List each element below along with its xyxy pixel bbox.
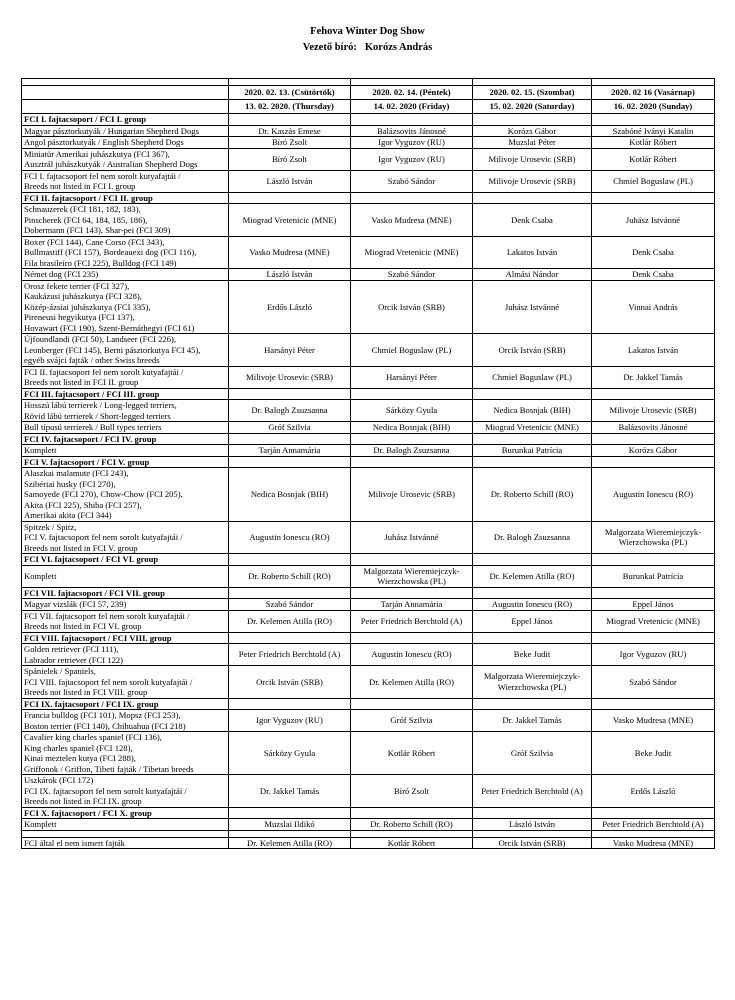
date-en-2: 15. 02. 2020 (Saturday) xyxy=(473,100,592,114)
breed-cell xyxy=(22,170,229,192)
breed-row xyxy=(22,819,715,831)
judge-cell-day-3: Burunkai Patrícia xyxy=(473,445,592,457)
judge-cell-day-4: Balázsovits Jánosné xyxy=(592,422,715,434)
judge-cell-day-2: Kotlár Róbert xyxy=(351,732,473,775)
judge-cell-day-3: Malgorzata Wieremiejczyk-Wierzchowska (PL) xyxy=(473,666,592,699)
judge-cell-day-4: Korózs Gábor xyxy=(592,445,715,457)
breed-row xyxy=(22,204,715,237)
judge-cell-day-1: Peter Friedrich Berchtold (A) xyxy=(229,644,351,666)
breed-cell xyxy=(22,280,229,334)
judge-cell-day-2: Miograd Vretenicic (MNE) xyxy=(351,236,473,269)
judge-cell-day-2: Chmiel Boguslaw (PL) xyxy=(351,334,473,367)
breed-row xyxy=(22,400,715,422)
breed-cell xyxy=(22,125,229,137)
group-title: FCI V. fajtacsoport / FCI V. group xyxy=(22,456,229,468)
judge-cell-day-3: Korózs Gábor xyxy=(473,125,592,137)
date-hu-2: 2020. 02. 15. (Szombat) xyxy=(473,86,592,100)
group-title: FCI VIII. fajtacsoport / FCI VIII. group xyxy=(22,632,229,644)
breed-name-line: Hovawart (FCI 190), Szent-Bernáthegyi (FCI 61) xyxy=(24,322,195,333)
judge-cell-day-1: Gróf Szilvia xyxy=(229,422,351,434)
judge-cell-day-3: Denk Csaba xyxy=(473,204,592,237)
judge-cell-day-3: Beke Judit xyxy=(473,644,592,666)
judge-cell-day-4: Juhász Istvánné xyxy=(592,204,715,237)
group-empty-cell xyxy=(592,456,715,468)
judge-cell-day-2: Szabó Sándor xyxy=(351,269,473,281)
breed-name-line: Bull típusú terrierek / Bull types terriers xyxy=(24,422,162,432)
group-empty-cell xyxy=(351,388,473,400)
breed-row xyxy=(22,644,715,666)
judge-cell-day-4: Eppel János xyxy=(592,599,715,611)
schedule-body xyxy=(22,79,715,849)
breed-cell xyxy=(22,610,229,632)
judge-cell-day-1: Nedica Bosnjak (BIH) xyxy=(229,468,351,522)
judge-cell-day-1: Tarján Annamária xyxy=(229,445,351,457)
group-empty-cell xyxy=(592,587,715,599)
judge-cell-day-2: Tarján Annamária xyxy=(351,599,473,611)
date-hu-1: 2020. 02. 14. (Péntek) xyxy=(351,86,473,100)
breed-cell xyxy=(22,644,229,666)
group-empty-cell xyxy=(351,554,473,566)
judge-cell-day-4: Szabó Sándor xyxy=(592,666,715,699)
header-empty-cell xyxy=(22,100,229,114)
judge-cell-day-1: Vasko Mudresa (MNE) xyxy=(229,236,351,269)
group-empty-cell xyxy=(351,587,473,599)
breed-name-line: Francia bulldog (FCI 101), Mopsz (FCI 253), xyxy=(24,710,181,720)
judge-cell-day-3: László István xyxy=(473,819,592,831)
breed-name-line: Spánielek / Spaniels, xyxy=(24,666,96,676)
group-header-row xyxy=(22,388,715,400)
group-empty-cell xyxy=(229,114,351,126)
breed-name-line: Fila brasileiro (FCI 225), Bulldog (FCI 149) xyxy=(24,257,177,268)
group-empty-cell xyxy=(592,554,715,566)
breed-name-line: FCI V. fajtacsoport fel nem sorolt kutyafajtái / xyxy=(24,532,183,542)
judge-cell-day-2: Kotlár Róbert xyxy=(351,837,473,849)
breed-name-line: Bullmastiff (FCI 157), Bordeauexi dog (FCI 116), xyxy=(24,247,197,257)
breed-name-line: Alaszkai malamute (FCI 243), xyxy=(24,468,129,478)
judge-cell-day-4: Vinnai András xyxy=(592,280,715,334)
date-en-3: 16. 02. 2020 (Sunday) xyxy=(592,100,715,114)
group-header-row xyxy=(22,807,715,819)
judge-cell-day-3: Orcik István (SRB) xyxy=(473,837,592,849)
judge-cell-day-4: Denk Csaba xyxy=(592,236,715,269)
date-en-0: 13. 02. 2020. (Thursday) xyxy=(229,100,351,114)
group-empty-cell xyxy=(592,114,715,126)
judge-cell-day-3: Gróf Szilvia xyxy=(473,732,592,775)
breed-name-line: Leonberger (FCI 145), Berni pásztorkutya FCI 45), xyxy=(24,344,201,355)
breed-row xyxy=(22,269,715,281)
breed-row xyxy=(22,334,715,367)
breed-name-line: Hosszú lábú terrierek / Long-legged terriers, xyxy=(24,400,177,410)
breed-name-line: Spitzek / Spitz, xyxy=(24,521,77,532)
breed-name-line: Samoyede (FCI 270), Chow-Chow (FCI 205), xyxy=(24,489,183,499)
judge-cell-day-1: Dr. Jakkel Tamás xyxy=(229,775,351,808)
judge-cell-day-4: Vasko Mudresa (MNE) xyxy=(592,710,715,732)
judge-cell-day-2: Harsányi Péter xyxy=(351,366,473,388)
breed-name-line: Schnauzerek (FCI 181, 182, 183), xyxy=(24,204,141,214)
judge-cell-day-1: László István xyxy=(229,170,351,192)
breed-name-line: Magyar vizslák (FCI 57, 239) xyxy=(24,599,127,609)
breed-name-line: Kinai meztelen kutya (FCI 288), xyxy=(24,753,136,763)
breed-name-line: FCI VIII. fajtacsoport fel nem sorolt kutyafajtái / xyxy=(24,676,193,687)
breed-name-line: FCI által el nem ismert fajták xyxy=(24,837,125,848)
group-empty-cell xyxy=(592,698,715,710)
breed-cell xyxy=(22,445,229,457)
breed-cell xyxy=(22,137,229,149)
judge-cell-day-1: Bíró Zsolt xyxy=(229,148,351,170)
breed-cell xyxy=(22,599,229,611)
judge-cell-day-3: Chmiel Boguslaw (PL) xyxy=(473,366,592,388)
judge-cell-day-3: Milivoje Urosevic (SRB) xyxy=(473,148,592,170)
breed-row xyxy=(22,521,715,554)
breed-cell xyxy=(22,236,229,269)
judge-cell-day-1: Miograd Vretenicic (MNE) xyxy=(229,204,351,237)
group-empty-cell xyxy=(229,456,351,468)
judge-cell-day-1: Szabó Sándor xyxy=(229,599,351,611)
judge-cell-day-3: Nedica Bosnjak (BIH) xyxy=(473,400,592,422)
judge-cell-day-1: Dr. Kelemen Atilla (RO) xyxy=(229,610,351,632)
judge-cell-day-4: Chmiel Boguslaw (PL) xyxy=(592,170,715,192)
judge-cell-day-2: Sárközy Gyula xyxy=(351,400,473,422)
breed-cell xyxy=(22,269,229,281)
breed-cell xyxy=(22,422,229,434)
spacer-row xyxy=(22,830,715,837)
breed-row xyxy=(22,366,715,388)
judge-cell-day-2: Dr. Roberto Schill (RO) xyxy=(351,819,473,831)
group-empty-cell xyxy=(473,587,592,599)
breed-cell xyxy=(22,400,229,422)
group-header-row xyxy=(22,456,715,468)
breed-name-line: Uszkárok (FCI 172) xyxy=(24,775,94,785)
group-empty-cell xyxy=(473,388,592,400)
judge-cell-day-4: Beke Judit xyxy=(592,732,715,775)
breed-name-line: Közép-ázsiai juhászkutya (FCI 335), xyxy=(24,301,151,312)
judge-cell-day-2: Bíró Zsolt xyxy=(351,775,473,808)
judge-cell-day-3: Dr. Balogh Zsuzsanna xyxy=(473,521,592,554)
breed-cell xyxy=(22,666,229,699)
breed-name-line: Breeds not listed in FCI II. group xyxy=(24,377,139,387)
group-empty-cell xyxy=(229,698,351,710)
judge-cell-day-3: Dr. Roberto Schill (RO) xyxy=(473,468,592,522)
group-empty-cell xyxy=(229,807,351,819)
judge-cell-day-1: Dr. Balogh Zsuzsanna xyxy=(229,400,351,422)
judge-cell-day-4: Vasko Mudresa (MNE) xyxy=(592,837,715,849)
judge-cell-day-2: Szabó Sándor xyxy=(351,170,473,192)
breed-row xyxy=(22,445,715,457)
judge-cell-day-2: Milivoje Urosevic (SRB) xyxy=(351,468,473,522)
breed-name-line: Komplett xyxy=(24,570,57,581)
judge-cell-day-3: Augustin Ionescu (RO) xyxy=(473,599,592,611)
breed-cell xyxy=(22,334,229,367)
judge-cell-day-2: Igor Vyguzov (RU) xyxy=(351,137,473,149)
judge-cell-day-3: Miograd Vretenicic (MNE) xyxy=(473,422,592,434)
breed-name-line: Breeds not listed in FCI I. group xyxy=(24,181,136,191)
breed-row xyxy=(22,170,715,192)
breed-name-line: Breeds not listed in FCI VIII. group xyxy=(24,687,148,697)
judge-cell-day-1: Orcik István (SRB) xyxy=(229,666,351,699)
breed-name-line: Pinscherek (FCI 64, 184, 185, 186), xyxy=(24,214,148,225)
judge-cell-day-4: Lakatos István xyxy=(592,334,715,367)
judge-cell-day-1: Milivoje Urosevic (SRB) xyxy=(229,366,351,388)
breed-name-line: Labrador retriever (FCI 122) xyxy=(24,654,124,665)
breed-cell xyxy=(22,521,229,554)
judge-cell-day-3: Eppel János xyxy=(473,610,592,632)
group-empty-cell xyxy=(473,698,592,710)
breed-name-line: FCI I. fajtacsoport fel nem sorolt kutyafajtái / xyxy=(24,170,181,181)
breed-row xyxy=(22,280,715,334)
group-title: FCI X. fajtacsoport / FCI X. group xyxy=(22,807,229,819)
breed-name-line: Griffonok / Griffon, Tibeti fajták / Tibetan breeds xyxy=(24,763,194,774)
judge-cell-day-2: Dr. Balogh Zsuzsanna xyxy=(351,445,473,457)
judge-cell-day-3: Peter Friedrich Berchtold (A) xyxy=(473,775,592,808)
group-empty-cell xyxy=(351,698,473,710)
judge-cell-day-2: Peter Friedrich Berchtold (A) xyxy=(351,610,473,632)
breed-row xyxy=(22,732,715,775)
breed-name-line: Rövid lábú terrierek / Short-legged terriers xyxy=(24,410,171,421)
group-header-row xyxy=(22,632,715,644)
group-empty-cell xyxy=(473,554,592,566)
judge-cell-day-1: Dr. Kaszás Emese xyxy=(229,125,351,137)
group-header-row xyxy=(22,192,715,204)
group-empty-cell xyxy=(351,456,473,468)
page-title: Fehova Winter Dog Show xyxy=(310,26,425,37)
group-empty-cell xyxy=(473,807,592,819)
group-empty-cell xyxy=(351,114,473,126)
judge-cell-day-1: László István xyxy=(229,269,351,281)
breed-name-line: Boston terrier (FCI 140), Chihuahua (FCI 218) xyxy=(24,720,186,731)
breed-row xyxy=(22,137,715,149)
breed-name-line: Újfoundlandi (FCI 50), Landseer (FCI 226), xyxy=(24,334,177,344)
breed-cell xyxy=(22,565,229,587)
breed-name-line: Magyar pásztorkutyák / Hungarian Shepherd Dogs xyxy=(24,125,199,136)
chief-judge-label: Vezető bíró: xyxy=(302,42,357,53)
breed-name-line: Szibériai husky (FCI 270), xyxy=(24,478,116,489)
judge-cell-day-1: Sárközy Gyula xyxy=(229,732,351,775)
judge-cell-day-1: Bíró Zsolt xyxy=(229,137,351,149)
breed-cell xyxy=(22,837,229,849)
group-title: FCI VI. fajtacsoport / FCI VI. group xyxy=(22,554,229,566)
chief-judge-line xyxy=(0,42,735,53)
group-empty-cell xyxy=(473,114,592,126)
judge-cell-day-1: Muzslai Ildikó xyxy=(229,819,351,831)
breed-name-line: FCI VII. fajtacsoport fel nem sorolt kutyafajtái / xyxy=(24,610,190,621)
judge-cell-day-4: Kotlár Róbert xyxy=(592,148,715,170)
group-empty-cell xyxy=(473,192,592,204)
judge-cell-day-2: Dr. Kelemen Atilla (RO) xyxy=(351,666,473,699)
breed-cell xyxy=(22,775,229,808)
judge-cell-day-2: Orcik István (SRB) xyxy=(351,280,473,334)
judge-cell-day-4: Szabóné Iványi Katalin xyxy=(592,125,715,137)
judge-cell-day-2: Malgorzata Wieremiejczyk-Wierzchowska (PL) xyxy=(351,565,473,587)
group-header-row xyxy=(22,433,715,445)
breed-name-line: Ausztrál juhászkutyák / Australian Shepherd Dogs xyxy=(24,159,198,169)
judge-cell-day-3: Lakatos István xyxy=(473,236,592,269)
judge-cell-day-4: Augustin Ionescu (RO) xyxy=(592,468,715,522)
breed-name-line: Angol pásztorkutyák / English Shepherd Dogs xyxy=(24,137,184,147)
judge-cell-day-1: Augustin Ionescu (RO) xyxy=(229,521,351,554)
group-empty-cell xyxy=(229,192,351,204)
breed-cell xyxy=(22,204,229,237)
breed-name-line: Német dog (FCI 235) xyxy=(24,269,99,279)
group-empty-cell xyxy=(229,554,351,566)
spacer-row xyxy=(22,79,715,86)
group-empty-cell xyxy=(473,433,592,445)
judge-cell-day-2: Juhász Istvánné xyxy=(351,521,473,554)
judge-cell-day-2: Vasko Mudresa (MNE) xyxy=(351,204,473,237)
judge-cell-day-4: Denk Csaba xyxy=(592,269,715,281)
date-hu-3: 2020. 02 16 (Vasárnap) xyxy=(592,86,715,100)
group-empty-cell xyxy=(351,192,473,204)
date-header-row-en xyxy=(22,100,715,114)
breed-name-line: Komplett xyxy=(24,819,57,829)
date-header-row-hu xyxy=(22,86,715,100)
group-title: FCI III. fajtacsoport / FCI III. group xyxy=(22,388,229,400)
group-header-row xyxy=(22,114,715,126)
group-header-row xyxy=(22,554,715,566)
group-title: FCI I. fajtacsoport / FCI I. group xyxy=(22,114,229,126)
breed-name-line: King charles spaniel (FCI 128), xyxy=(24,742,133,753)
breed-row xyxy=(22,775,715,808)
judge-cell-day-4: Peter Friedrich Berchtold (A) xyxy=(592,819,715,831)
breed-name-line: Orosz fekete terrier (FCI 327), xyxy=(24,280,130,291)
breed-row xyxy=(22,710,715,732)
breed-row xyxy=(22,666,715,699)
breed-name-line: Pireneusi hegyikutya (FCI 137), xyxy=(24,312,135,322)
group-empty-cell xyxy=(229,632,351,644)
group-empty-cell xyxy=(592,807,715,819)
judge-cell-day-4: Erdős László xyxy=(592,775,715,808)
group-header-row xyxy=(22,587,715,599)
breed-name-line: Breeds not listed in FCI VI. group xyxy=(24,621,142,631)
judge-cell-day-2: Balázsovits Jánosné xyxy=(351,125,473,137)
judge-cell-day-3: Orcik István (SRB) xyxy=(473,334,592,367)
breed-name-line: FCI IX. fajtacsoport fel nem sorolt kutyafajtái / xyxy=(24,785,187,796)
judge-cell-day-1: Harsányi Péter xyxy=(229,334,351,367)
breed-cell xyxy=(22,732,229,775)
group-header-row xyxy=(22,698,715,710)
breed-row xyxy=(22,236,715,269)
judge-cell-day-3: Juhász Istvánné xyxy=(473,280,592,334)
breed-row xyxy=(22,837,715,849)
breed-cell xyxy=(22,819,229,831)
judge-cell-day-4: Malgorzata Wieremiejczyk-Wierzchowska (PL) xyxy=(592,521,715,554)
group-title: FCI II. fajtacsoport / FCI II. group xyxy=(22,192,229,204)
group-empty-cell xyxy=(351,433,473,445)
breed-row xyxy=(22,599,715,611)
judge-cell-day-1: Dr. Kelemen Atilla (RO) xyxy=(229,837,351,849)
judge-cell-day-3: Muzslai Péter xyxy=(473,137,592,149)
judge-cell-day-4: Kotlár Róbert xyxy=(592,137,715,149)
group-empty-cell xyxy=(351,632,473,644)
group-title: FCI IX. fajtacsoport / FCI IX. group xyxy=(22,698,229,710)
judge-cell-day-2: Gróf Szilvia xyxy=(351,710,473,732)
breed-name-line: Boxer (FCI 144), Cane Corso (FCI 343), xyxy=(24,236,165,247)
group-empty-cell xyxy=(592,433,715,445)
breed-name-line: egyéb svájci fajták / other Swiss breeds xyxy=(24,355,160,365)
breed-name-line: Miniatür Amerikai juhászkutya (FCI 367), xyxy=(24,148,170,159)
breed-name-line: Breeds not listed in FCI IX. group xyxy=(24,796,142,806)
judge-cell-day-1: Dr. Roberto Schill (RO) xyxy=(229,565,351,587)
group-title: FCI VII. fajtacsoport / FCI VII. group xyxy=(22,587,229,599)
breed-cell xyxy=(22,468,229,522)
judging-schedule-table xyxy=(21,78,715,849)
chief-judge-name: Korózs András xyxy=(364,42,433,53)
judge-cell-day-2: Igor Vyguzov (RU) xyxy=(351,148,473,170)
breed-name-line: Breeds not listed in FCI V. group xyxy=(24,542,138,553)
group-empty-cell xyxy=(229,587,351,599)
group-empty-cell xyxy=(351,807,473,819)
group-empty-cell xyxy=(592,388,715,400)
breed-name-line: Akita (FCI 225), Shiba (FCI 257), xyxy=(24,499,142,510)
breed-name-line: Komplett xyxy=(24,445,57,455)
judge-cell-day-1: Igor Vyguzov (RU) xyxy=(229,710,351,732)
breed-name-line: Kaukázusi juhászkutya (FCI 328), xyxy=(24,291,142,301)
judge-cell-day-3: Dr. Jakkel Tamás xyxy=(473,710,592,732)
date-en-1: 14. 02. 2020 (Friday) xyxy=(351,100,473,114)
judge-cell-day-2: Nedica Bosnjak (BIH) xyxy=(351,422,473,434)
breed-row xyxy=(22,565,715,587)
breed-name-line: Amerikai akita (FCI 344) xyxy=(24,510,112,520)
group-empty-cell xyxy=(592,192,715,204)
judge-cell-day-4: Dr. Jakkel Tamás xyxy=(592,366,715,388)
group-empty-cell xyxy=(229,388,351,400)
judge-cell-day-4: Milivoje Urosevic (SRB) xyxy=(592,400,715,422)
judge-cell-day-4: Burunkai Patrícia xyxy=(592,565,715,587)
breed-name-line: FCI II. fajtacsoport fel nem sorolt kutyafajtái / xyxy=(24,366,184,377)
breed-name-line: Cavalier king charles spaniel (FCI 136), xyxy=(24,732,162,742)
breed-row xyxy=(22,468,715,522)
breed-row xyxy=(22,148,715,170)
judge-cell-day-4: Miograd Vretenicic (MNE) xyxy=(592,610,715,632)
group-empty-cell xyxy=(592,632,715,644)
judge-cell-day-3: Almási Nándor xyxy=(473,269,592,281)
breed-cell xyxy=(22,710,229,732)
breed-row xyxy=(22,125,715,137)
group-title: FCI IV. fajtacsoport / FCI IV. group xyxy=(22,433,229,445)
judge-cell-day-3: Dr. Kelemen Atilla (RO) xyxy=(473,565,592,587)
group-empty-cell xyxy=(473,632,592,644)
breed-cell xyxy=(22,148,229,170)
group-empty-cell xyxy=(229,433,351,445)
judge-cell-day-2: Augustin Ionescu (RO) xyxy=(351,644,473,666)
breed-row xyxy=(22,610,715,632)
breed-cell xyxy=(22,366,229,388)
breed-row xyxy=(22,422,715,434)
date-hu-0: 2020. 02. 13. (Csütörtök) xyxy=(229,86,351,100)
judge-cell-day-4: Igor Vyguzov (RU) xyxy=(592,644,715,666)
group-empty-cell xyxy=(473,456,592,468)
breed-name-line: Golden retriever (FCI 111), xyxy=(24,644,119,654)
breed-name-line: Dobermann (FCI 143), Shar-pei (FCI 309) xyxy=(24,225,171,235)
header-empty-cell xyxy=(22,86,229,100)
judge-cell-day-1: Erdős László xyxy=(229,280,351,334)
judge-cell-day-3: Milivoje Urosevic (SRB) xyxy=(473,170,592,192)
